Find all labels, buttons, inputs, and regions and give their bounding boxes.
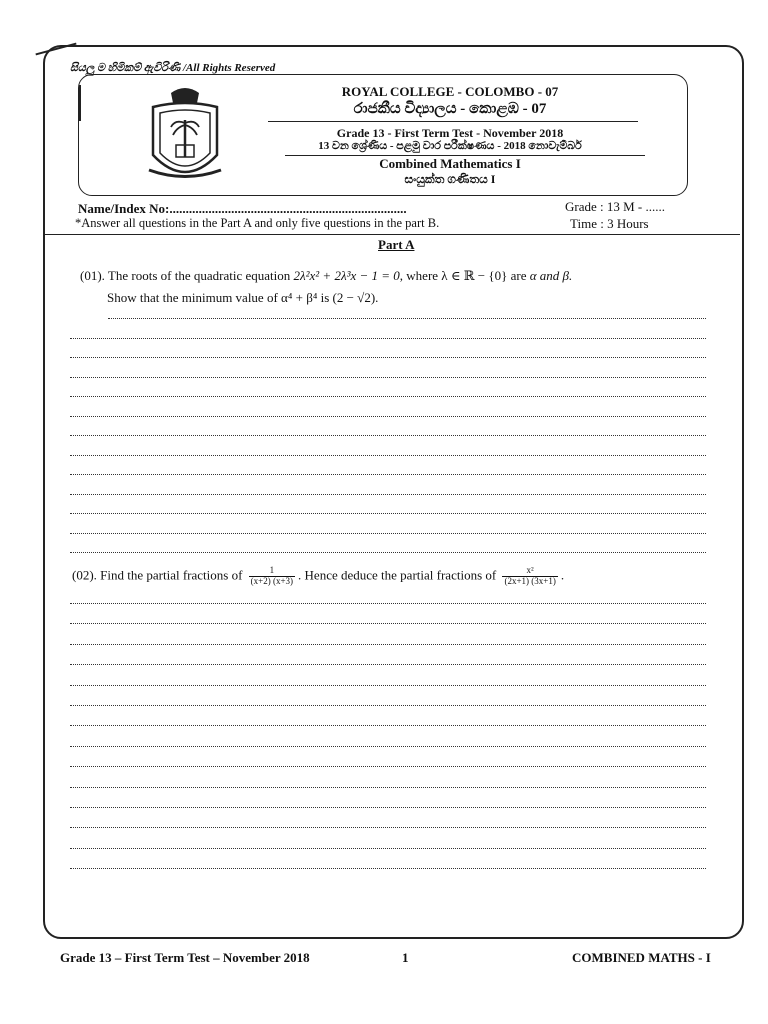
answer-line [70,766,706,767]
question-1-line-1: (01). The roots of the quadratic equation 2λ²x² + 2λ³x − 1 = 0, where λ ∈ ℝ − {0} are α and β. [80,268,573,283]
answer-line [70,338,706,339]
test-title: Grade 13 - First Term Test - November 2018 [336,126,564,140]
q2-fraction-2: $\frac{\text{x²}}{(2x+1) (3x+1)}$ [504,565,556,586]
answer-line [70,807,706,808]
q2-fraction-1: $\frac{1}{(x+2) (x+3)}$ [250,565,294,586]
school-name: ROYAL COLLEGE - COLOMBO - 07 [341,84,559,99]
q1-roots: α and β. [529,268,573,283]
instructions: *Answer all questions in the Part A and only five questions in the part B. [75,216,440,230]
answer-line [70,435,706,436]
footer-right: COMBINED MATHS - I [572,950,711,965]
answer-line [70,377,706,378]
answer-line [70,455,706,456]
question-2: (02). Find the partial fractions of $\frac{1}{(x+2) (x+3)}$ . Hence deduce the partial fractions of $\frac{\text{x²}}{(2x+1) (3x+1)}$ . [72,565,565,586]
answer-line [70,533,706,534]
answer-line [70,746,706,747]
page-number: 1 [402,950,409,965]
section-divider [45,234,740,235]
answer-line [108,318,706,319]
answer-line [70,725,706,726]
answer-line [70,357,706,358]
answer-line [70,494,706,495]
answer-line [70,644,706,645]
college-crest-icon [143,85,227,185]
time-allowed: Time : 3 Hours [570,216,649,231]
answer-line [70,787,706,788]
part-title: Part A [378,237,415,252]
answer-line [70,827,706,828]
answer-line [70,552,706,553]
scan-mark [79,85,81,121]
answer-line [70,705,706,706]
subject-title: Combined Mathematics I [379,156,521,171]
answer-line [70,685,706,686]
answer-line [70,603,706,604]
answer-line [70,868,706,869]
footer-left: Grade 13 – First Term Test – November 2018 [60,950,310,965]
answer-line [70,416,706,417]
q1-equation: 2λ²x² + 2λ³x − 1 = 0 [293,268,400,283]
answer-line [70,513,706,514]
grade-field: Grade : 13 M - ...... [565,199,666,214]
question-1-line-2: Show that the minimum value of α⁴ + β⁴ is (2 − √2). [107,290,379,305]
rights-notice: සියලු ම හිමිකම් ඇවිරිණි /All Rights Reserved [70,62,276,74]
answer-line [70,664,706,665]
subject-title-sinhala: සංයුක්ත ගණිතය I [404,172,496,186]
answer-line [70,396,706,397]
answer-line [70,474,706,475]
test-title-sinhala: 13 වන ශ්‍රේණිය - පළමු වාර පරීක්ෂණය - 2018 නොවැම්බර් [318,140,582,152]
answer-line [70,623,706,624]
name-index-field: Name/Index No:......................................................................... [78,201,407,216]
answer-line [70,848,706,849]
school-name-sinhala: රාජකීය විද්‍යාලය - කොළඹ - 07 [353,101,547,117]
divider [268,121,638,122]
